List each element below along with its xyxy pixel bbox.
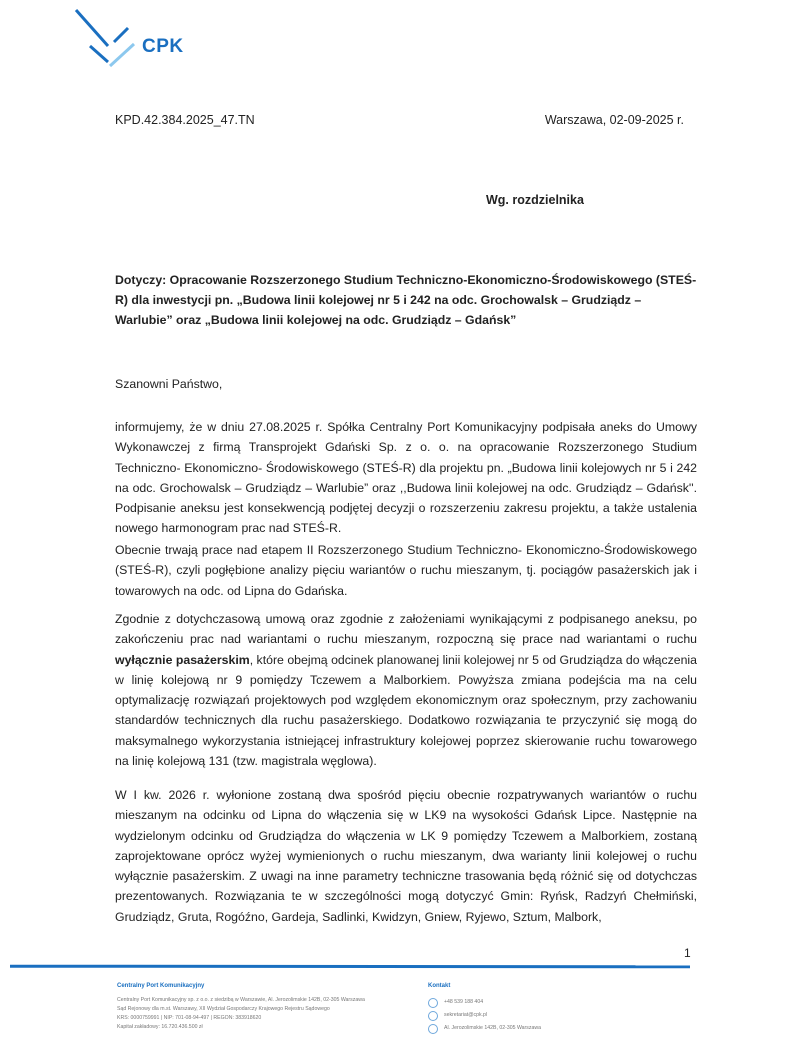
footer-contact-title: Kontakt (428, 983, 451, 989)
paragraph-1: informujemy, że w dniu 27.08.2025 r. Spółka Centralny Port Komunikacyjny podpisała aneks do Umowy Wykonawczej z firmą Transprojekt Gdański Sp. z o. o. na opracowanie Rozszerzonego Studium Techniczno- Ekonomiczno- Środowiskowego (STEŚ-R) dla projektu pn. „Budowa linii kolejowych nr 5 i 242 na odc. Grochowalsk – Grudziądz – Warlubie” oraz ,,Budowa linii kolejowej na odc. Grudziądz – Gdańsk''. Podpisanie aneksu jest konsekwencją podjętej decyzji o rozszerzeniu zakresu projektu, a także ustalenia nowego harmonogram prac nad STEŚ-R. (115, 420, 697, 536)
phone-icon (428, 998, 438, 1008)
letter-date: Warszawa, 02-09-2025 r. (544, 113, 684, 127)
logo-text: CPK (142, 36, 184, 57)
footer-email: sekretariat@cpk.pl (444, 1012, 488, 1018)
footer-contact (428, 982, 628, 1035)
footer-phone: +48 539 188 404 (444, 999, 484, 1005)
cpk-logo (68, 8, 208, 68)
reference-number: KPD.42.384.2025_47.TN (115, 113, 255, 127)
footer-company-line: Centralny Port Komunikacyjny sp. z o.o. z siedzibą w Warszawie, Al. Jerozolimskie 142B, 02-305 Warszawa (117, 997, 365, 1003)
recipient: Wg. rozdzielnika (486, 193, 584, 207)
footer-divider (10, 965, 690, 969)
paragraph-3 (115, 609, 697, 771)
footer-company-line: KRS: 0000759991 | NIP: 701-08-94-497 | REGON: 383918620 (117, 1015, 262, 1021)
subject: Dotyczy: Opracowanie Rozszerzonego Studium Techniczno-Ekonomiczno-Środowiskowego (STEŚ-R) dla inwestycji pn. „Budowa linii kolejowej nr 5 i 242 na odc. Grochowalsk – Grudziądz – Warlubie” oraz „Budowa linii kolejowej na odc. Grudziądz – Gdańsk” (115, 273, 697, 327)
page-number: 1 (684, 946, 691, 960)
paragraph-4: W I kw. 2026 r. wyłonione zostaną dwa spośród pięciu obecnie rozpatrywanych wariantów o ruchu mieszanym na odcinku od Lipna do włączenia się w LK9 na wysokości Gdańsk Lipce. Następnie na wydzielonym odcinku od Grudziądza do włączenia w LK 9 pomiędzy Tczewem a Malborkiem, zostaną zaprojektowane oprócz wyżej wymienionych o ruchu mieszanym, dwa warianty linii kolejowej o ruchu wyłącznie pasażerskim. Z uwagi na inne parametry techniczne trasowania będą różnić się od dotychczas prezentowanych. Rozwiązania te w szczególności mogą dotyczyć Gmin: Ryńsk, Radzyń Chełmiński, Grudziądz, Gruta, Rogóźno, Gardeja, Sadlinki, Kwidzyn, Gniew, Ryjewo, Sztum, Malbork, (115, 788, 697, 924)
footer-company-line: Kapitał zakładowy: 16.720.436.500 zł (117, 1024, 203, 1030)
paragraph-3-text-cont: , które obejmą odcinek planowanej linii kolejowej nr 5 od Grudziądza do włączenia w linię kolejową nr 9 pomiędzy Tczewem a Malborkiem. Powyższa zmiana podejścia ma na celu optymalizację rozwiązań projektowych pod względem ekonomicznym oraz społecznym, przy zachowaniu standardów technicznych dla ruchu pasażerskiego. Dodatkowo rozwiązania te przyczynić się mogą do maksymalnego wykorzystania istniejącej infrastruktury kolejowej poprzez skierowanie ruchu towarowego na linię kolejową 131 (tzw. magistrala węglowa). (115, 652, 697, 769)
footer-company (117, 982, 407, 1032)
email-icon (428, 1011, 438, 1021)
paragraph-2: Obecnie trwają prace nad etapem II Rozszerzonego Studium Techniczno- Ekonomiczno-Środowiskowego (STEŚ-R), czyli pogłębione analizy pięciu wariantów o ruchu mieszanym, tj. pociągów pasażerskich jak i towarowych na odc. od Lipna do Gdańska. (115, 543, 697, 598)
footer-company-title: Centralny Port Komunikacyjny (117, 983, 205, 989)
footer-address: Al. Jerozolimskie 142B, 02-305 Warszawa (444, 1025, 541, 1031)
cpk-logo-mark-icon (68, 8, 148, 68)
footer-company-line: Sąd Rejonowy dla m.st. Warszawy, XII Wydział Gospodarczy Krajowego Rejestru Sądowego (117, 1006, 330, 1012)
location-icon (428, 1024, 438, 1034)
paragraph-3-bold: wyłącznie pasażerskim (115, 652, 250, 667)
paragraph-3-text: Zgodnie z dotychczasową umową oraz zgodnie z założeniami wynikającymi z podpisanego aneksu, po zakończeniu prac nad wariantami o ruchu mieszanym, rozpoczną się prace nad wariantami o ruchu (115, 612, 697, 647)
salutation: Szanowni Państwo, (115, 377, 223, 391)
